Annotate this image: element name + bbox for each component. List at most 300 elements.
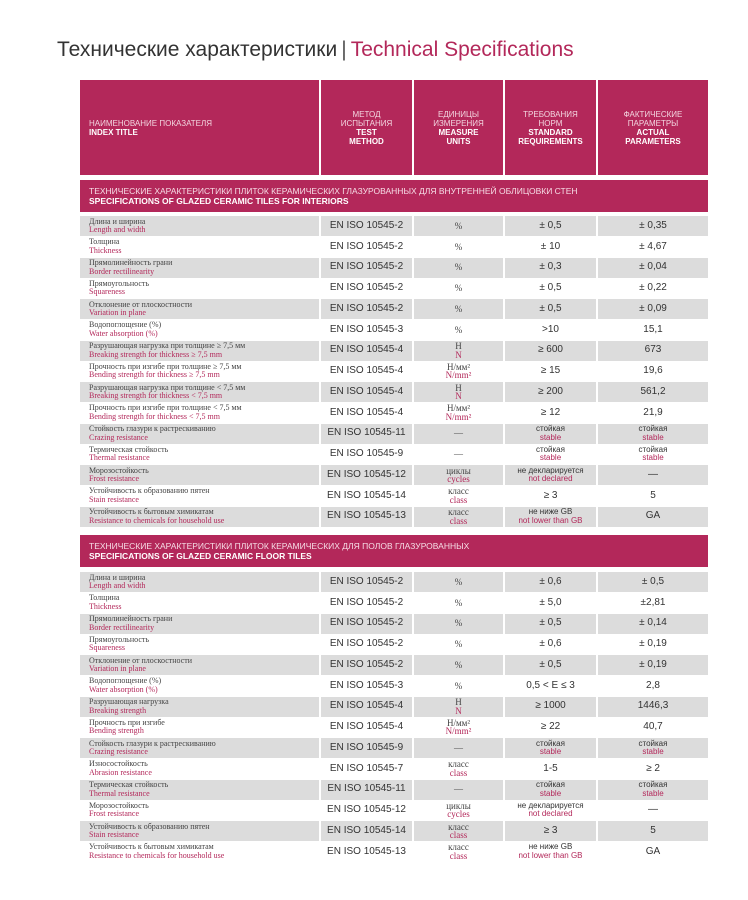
page-title — [57, 38, 574, 62]
actual-cell — [598, 465, 708, 485]
units-en: class — [449, 850, 468, 861]
actual-cell — [598, 614, 708, 634]
test-method-cell — [321, 320, 412, 340]
test-method-value: EN ISO 10545-2 — [329, 658, 404, 670]
requirements-cell — [505, 655, 596, 675]
table-row — [80, 759, 708, 779]
header-method-en1: TEST — [356, 127, 377, 137]
test-method-value: EN ISO 10545-2 — [329, 638, 404, 649]
units-cell — [414, 278, 503, 298]
index-title-en: Bending strength for thickness ≥ 7,5 mm — [89, 370, 220, 380]
test-method-value: EN ISO 10545-13 — [327, 510, 406, 522]
index-title-en: Resistance to chemicals for household use — [89, 850, 225, 860]
requirements-cell — [505, 382, 596, 402]
header-actual-ru2: ПАРАМЕТРЫ — [627, 118, 679, 128]
units-en: cycles — [447, 474, 470, 484]
requirements-cell — [505, 424, 596, 444]
test-method-value: EN ISO 10545-9 — [329, 448, 404, 459]
units-cell — [414, 237, 503, 257]
requirement-value: стойкая — [536, 424, 565, 433]
test-method-cell — [321, 361, 412, 381]
units-cell — [414, 507, 503, 527]
index-title-ru: Отклонение от плоскостности — [89, 655, 193, 665]
test-method-value: EN ISO 10545-14 — [327, 489, 406, 501]
units-ru: — — [454, 449, 463, 459]
actual-cell — [598, 738, 708, 758]
table-row — [80, 697, 708, 717]
index-title-cell — [80, 258, 319, 278]
requirements-cell — [505, 634, 596, 654]
units-ru: % — [454, 576, 463, 587]
index-title-cell — [80, 842, 319, 862]
header-method-ru1: МЕТОД — [352, 109, 381, 119]
units-ru: класс — [448, 507, 469, 517]
index-title-cell — [80, 237, 319, 257]
requirement-value: ± 5,0 — [539, 596, 562, 608]
actual-value-en: stable — [642, 788, 664, 798]
units-ru: класс — [448, 759, 469, 770]
actual-cell — [598, 424, 708, 444]
requirements-cell — [505, 299, 596, 319]
test-method-cell — [321, 614, 412, 634]
test-method-value: EN ISO 10545-11 — [327, 427, 406, 439]
test-method-cell — [321, 486, 412, 506]
units-cell — [414, 759, 503, 779]
header-actual-parameters — [598, 80, 708, 175]
section-title-ru: ТЕХНИЧЕСКИЕ ХАРАКТЕРИСТИКИ ПЛИТОК КЕРАМИЧЕСКИХ ДЛЯ ПОЛОВ ГЛАЗУРОВАННЫХ — [89, 541, 470, 551]
units-cell — [414, 800, 503, 820]
requirement-value: ≥ 22 — [540, 721, 561, 732]
requirements-cell — [505, 320, 596, 340]
requirements-cell — [505, 507, 596, 527]
index-title-cell — [80, 507, 319, 527]
index-title-cell — [80, 299, 319, 319]
index-title-en: Thickness — [89, 601, 122, 611]
table-row — [80, 572, 708, 592]
actual-cell — [598, 842, 708, 862]
table-row — [80, 717, 708, 737]
test-method-value: EN ISO 10545-3 — [329, 679, 404, 691]
actual-value: 19,6 — [643, 365, 663, 376]
test-method-cell — [321, 821, 412, 841]
units-cell — [414, 361, 503, 381]
requirements-cell — [505, 780, 596, 800]
test-method-cell — [321, 800, 412, 820]
index-title-en: Stain resistance — [89, 830, 139, 839]
table-row — [80, 486, 708, 506]
actual-value-en: stable — [642, 432, 664, 442]
table-row — [80, 403, 708, 423]
test-method-value: EN ISO 10545-9 — [329, 741, 404, 753]
requirement-value: ≥ 1000 — [535, 700, 566, 712]
test-method-value: EN ISO 10545-2 — [329, 302, 404, 314]
index-title-en: Frost resistance — [89, 809, 139, 819]
requirements-cell — [505, 486, 596, 506]
index-title-ru: Стойкость глазури к растрескиванию — [89, 738, 216, 748]
units-cell — [414, 258, 503, 278]
index-title-en: Thermal resistance — [89, 453, 150, 463]
index-title-en: Squareness — [89, 643, 125, 653]
test-method-cell — [321, 507, 412, 527]
test-method-cell — [321, 780, 412, 800]
actual-cell — [598, 780, 708, 800]
header-index-title-en: INDEX TITLE — [89, 127, 138, 137]
units-ru: % — [454, 220, 463, 231]
units-cell — [414, 382, 503, 402]
index-title-cell — [80, 634, 319, 654]
units-cell — [414, 676, 503, 696]
table-row — [80, 655, 708, 675]
requirement-value-en: not lower than GB — [518, 850, 583, 860]
header-req-en2: REQUIREMENTS — [518, 136, 583, 146]
index-title-cell — [80, 403, 319, 423]
test-method-value: EN ISO 10545-12 — [327, 468, 406, 480]
units-ru: % — [454, 639, 463, 649]
requirements-cell — [505, 278, 596, 298]
actual-cell — [598, 403, 708, 423]
index-title-en: Crazing resistance — [89, 747, 148, 756]
index-title-en: Bending strength — [89, 726, 144, 736]
header-standard-requirements — [505, 80, 596, 175]
actual-cell — [598, 320, 708, 340]
header-units-ru1: ЕДИНИЦЫ — [437, 109, 480, 119]
requirements-cell — [505, 341, 596, 361]
index-title-ru: Разрушающая нагрузка при толщине ≥ 7,5 мм — [89, 341, 246, 350]
requirements-cell — [505, 444, 596, 464]
actual-value: стойкая — [638, 738, 668, 748]
units-cell — [414, 320, 503, 340]
units-ru: % — [454, 659, 463, 670]
test-method-cell — [321, 717, 412, 737]
requirement-value: стойкая — [536, 738, 565, 748]
requirements-cell — [505, 216, 596, 236]
requirement-value: ± 0,6 — [539, 638, 562, 649]
test-method-value: EN ISO 10545-2 — [329, 596, 404, 608]
index-title-ru: Водопоглощение (%) — [89, 676, 162, 686]
table-row — [80, 361, 708, 381]
index-title-cell — [80, 444, 319, 464]
actual-cell — [598, 634, 708, 654]
requirements-cell — [505, 676, 596, 696]
index-title-ru: Термическая стойкость — [89, 444, 169, 454]
table-row — [80, 237, 708, 257]
title-separator: | — [341, 38, 347, 61]
units-ru: Н/мм² — [446, 403, 471, 414]
test-method-value: EN ISO 10545-4 — [329, 344, 404, 356]
units-ru: % — [454, 324, 463, 335]
test-method-value: EN ISO 10545-2 — [329, 240, 404, 252]
requirement-value: >10 — [542, 323, 559, 335]
index-title-ru: Морозостойкость — [89, 465, 149, 475]
units-ru: % — [454, 597, 463, 608]
requirement-value: не декларируется — [517, 800, 584, 810]
actual-value: ± 0,09 — [639, 302, 667, 314]
table-row — [80, 216, 708, 236]
test-method-value: EN ISO 10545-2 — [329, 261, 404, 273]
index-title-ru: Термическая стойкость — [89, 780, 169, 789]
units-en: N — [455, 349, 462, 360]
units-cell — [414, 424, 503, 444]
index-title-en: Thermal resistance — [89, 788, 150, 798]
test-method-value: EN ISO 10545-2 — [329, 282, 404, 293]
units-en: class — [449, 494, 468, 505]
units-cell — [414, 780, 503, 800]
test-method-value: EN ISO 10545-4 — [329, 365, 404, 376]
requirement-value-en: not declared — [528, 474, 573, 483]
table-row — [80, 507, 708, 527]
test-method-cell — [321, 465, 412, 485]
test-method-value: EN ISO 10545-11 — [327, 783, 406, 795]
actual-cell — [598, 655, 708, 675]
title-ru: Технические характеристики — [57, 38, 338, 61]
units-ru: — — [454, 428, 463, 439]
table-header — [80, 80, 708, 175]
index-title-cell — [80, 382, 319, 402]
actual-value: ± 0,22 — [639, 282, 667, 293]
actual-cell — [598, 361, 708, 381]
actual-cell — [598, 593, 708, 613]
header-measure-units — [414, 80, 503, 175]
requirement-value: ± 0,5 — [539, 219, 562, 231]
test-method-cell — [321, 382, 412, 402]
requirement-value: стойкая — [536, 780, 565, 789]
requirements-cell — [505, 614, 596, 634]
requirements-cell — [505, 759, 596, 779]
test-method-value: EN ISO 10545-12 — [327, 804, 406, 815]
requirement-value: ± 0,5 — [539, 302, 562, 314]
units-en: N — [455, 391, 462, 401]
actual-cell — [598, 572, 708, 592]
actual-value: ± 0,19 — [639, 638, 667, 649]
table-row — [80, 258, 708, 278]
index-title-ru: Прямолинейность грани — [89, 614, 173, 623]
actual-value: — — [648, 468, 658, 480]
test-method-cell — [321, 258, 412, 278]
index-title-ru: Водопоглощение (%) — [89, 320, 162, 330]
requirement-value: ± 0,5 — [539, 658, 562, 670]
actual-cell — [598, 444, 708, 464]
test-method-cell — [321, 593, 412, 613]
actual-value: ± 0,19 — [639, 658, 667, 670]
units-cell — [414, 299, 503, 319]
requirement-value: ≥ 3 — [543, 824, 558, 836]
requirement-value-en: not declared — [528, 809, 573, 819]
requirement-value-en: stable — [539, 432, 562, 442]
header-method-en2: METHOD — [349, 136, 384, 146]
section-header — [80, 535, 708, 567]
table-row — [80, 341, 708, 361]
index-title-en: Length and width — [89, 225, 146, 234]
test-method-cell — [321, 697, 412, 717]
units-cell — [414, 697, 503, 717]
actual-cell — [598, 821, 708, 841]
units-en: N/mm² — [445, 411, 472, 422]
header-test-method — [321, 80, 412, 175]
requirement-value: ≥ 200 — [538, 385, 563, 397]
index-title-en: Border rectilinearity — [89, 622, 155, 632]
actual-cell — [598, 717, 708, 737]
header-actual-ru1: ФАКТИЧЕСКИЕ — [623, 109, 683, 119]
test-method-cell — [321, 216, 412, 236]
test-method-cell — [321, 278, 412, 298]
test-method-cell — [321, 842, 412, 862]
test-method-value: EN ISO 10545-2 — [329, 575, 404, 587]
index-title-cell — [80, 572, 319, 592]
units-ru: — — [454, 784, 463, 795]
units-cell — [414, 572, 503, 592]
requirement-value: не декларируется — [517, 465, 584, 475]
table-row — [80, 634, 708, 654]
index-title-en: Bending strength for thickness < 7,5 mm — [89, 411, 220, 421]
units-ru: % — [454, 262, 463, 273]
header-req-ru2: НОРМ — [538, 118, 563, 128]
index-title-ru: Устойчивость к бытовым химикатам — [89, 507, 214, 516]
requirements-cell — [505, 821, 596, 841]
units-cell — [414, 614, 503, 634]
requirement-value-en: not lower than GB — [518, 515, 583, 525]
actual-cell — [598, 759, 708, 779]
header-actual-en2: PARAMETERS — [625, 136, 681, 146]
actual-cell — [598, 237, 708, 257]
units-ru: Н — [455, 697, 462, 707]
actual-value: 561,2 — [640, 385, 666, 397]
table-row — [80, 676, 708, 696]
table-row — [80, 382, 708, 402]
table-row — [80, 800, 708, 820]
table-row — [80, 821, 708, 841]
index-title-en: Water absorption (%) — [89, 684, 158, 694]
actual-cell — [598, 278, 708, 298]
actual-value-en: stable — [642, 453, 664, 463]
index-title-cell — [80, 341, 319, 361]
actual-value: стойкая — [638, 424, 668, 433]
units-cell — [414, 634, 503, 654]
index-title-cell — [80, 697, 319, 717]
units-en: class — [449, 830, 468, 840]
test-method-value: EN ISO 10545-4 — [329, 406, 404, 418]
index-title-ru: Отклонение от плоскостности — [89, 299, 193, 309]
requirement-value-en: stable — [539, 453, 562, 463]
units-cell — [414, 593, 503, 613]
units-en: N/mm² — [445, 726, 472, 737]
test-method-value: EN ISO 10545-14 — [327, 824, 406, 836]
actual-value: 1446,3 — [637, 700, 669, 712]
actual-cell — [598, 258, 708, 278]
test-method-value: EN ISO 10545-13 — [327, 845, 406, 857]
test-method-value: EN ISO 10545-2 — [329, 617, 404, 629]
requirement-value-en: stable — [539, 747, 562, 756]
requirement-value: ± 10 — [540, 240, 561, 252]
actual-cell — [598, 382, 708, 402]
actual-value: 2,8 — [646, 679, 660, 691]
requirement-value: ≥ 15 — [540, 365, 561, 376]
section-title-ru: ТЕХНИЧЕСКИЕ ХАРАКТЕРИСТИКИ ПЛИТОК КЕРАМИЧЕСКИХ ГЛАЗУРОВАННЫХ ДЛЯ ВНУТРЕННЕЙ ОБЛИЦОВКИ СТЕН — [89, 186, 578, 196]
index-title-en: Crazing resistance — [89, 432, 148, 442]
requirement-value: ≥ 3 — [543, 489, 558, 501]
units-cell — [414, 216, 503, 236]
test-method-cell — [321, 299, 412, 319]
header-actual-en1: ACTUAL — [636, 127, 670, 137]
actual-value-en: stable — [642, 747, 664, 756]
units-cell — [414, 341, 503, 361]
actual-value: GA — [645, 845, 661, 857]
index-title-cell — [80, 614, 319, 634]
index-title-en: Resistance to chemicals for household use — [89, 515, 225, 525]
actual-value: 15,1 — [643, 323, 663, 335]
test-method-cell — [321, 634, 412, 654]
index-title-en: Variation in plane — [89, 308, 146, 317]
index-title-en: Breaking strength for thickness ≥ 7,5 mm — [89, 349, 223, 359]
header-index-title — [80, 80, 319, 175]
actual-value: ± 0,5 — [641, 575, 665, 587]
units-ru: класс — [448, 842, 469, 853]
actual-value: 21,9 — [643, 406, 663, 418]
units-ru: % — [454, 618, 463, 629]
actual-value: ±2,81 — [640, 596, 666, 608]
index-title-cell — [80, 821, 319, 841]
index-title-en: Breaking strength for thickness < 7,5 mm — [89, 391, 223, 400]
actual-value: 5 — [650, 489, 656, 501]
section-title-en: SPECIFICATIONS OF GLAZED CERAMIC TILES FOR INTERIORS — [89, 196, 349, 206]
test-method-value: EN ISO 10545-2 — [329, 219, 404, 231]
index-title-cell — [80, 676, 319, 696]
index-title-en: Abrasion resistance — [89, 767, 152, 777]
requirement-value: 0,5 < E ≤ 3 — [526, 679, 575, 691]
index-title-en: Thickness — [89, 245, 122, 255]
index-title-cell — [80, 278, 319, 298]
units-cell — [414, 444, 503, 464]
test-method-value: EN ISO 10545-4 — [329, 721, 404, 732]
title-en: Technical Specifications — [350, 38, 574, 61]
units-cell — [414, 738, 503, 758]
units-cell — [414, 842, 503, 862]
header-method-ru2: ИСПЫТАНИЯ — [340, 118, 393, 128]
units-ru: циклы — [446, 800, 471, 811]
index-title-ru: Износостойкость — [89, 759, 148, 769]
requirements-cell — [505, 237, 596, 257]
index-title-en: Variation in plane — [89, 664, 146, 673]
units-ru: Н/мм² — [446, 361, 471, 372]
requirements-cell — [505, 697, 596, 717]
test-method-cell — [321, 655, 412, 675]
units-cell — [414, 717, 503, 737]
index-title-ru: Морозостойкость — [89, 800, 149, 810]
header-req-ru1: ТРЕБОВАНИЯ — [523, 109, 578, 119]
requirements-cell — [505, 800, 596, 820]
units-cell — [414, 403, 503, 423]
table-row — [80, 278, 708, 298]
actual-value: ± 0,35 — [639, 219, 667, 231]
header-units-en2: UNITS — [446, 136, 471, 146]
test-method-value: EN ISO 10545-4 — [329, 700, 404, 712]
actual-cell — [598, 341, 708, 361]
requirements-cell — [505, 361, 596, 381]
index-title-ru: Прямоугольность — [89, 278, 150, 288]
test-method-cell — [321, 676, 412, 696]
actual-cell — [598, 697, 708, 717]
units-ru: Н/мм² — [446, 717, 471, 728]
index-title-en: Breaking strength — [89, 705, 147, 715]
units-ru: циклы — [446, 465, 471, 476]
test-method-cell — [321, 403, 412, 423]
actual-cell — [598, 507, 708, 527]
index-title-cell — [80, 361, 319, 381]
section-title-en: SPECIFICATIONS OF GLAZED CERAMIC FLOOR TILES — [89, 551, 312, 561]
index-title-en: Water absorption (%) — [89, 328, 158, 338]
index-title-ru: Прочность при изгибе — [89, 717, 165, 727]
index-title-cell — [80, 800, 319, 820]
units-cell — [414, 486, 503, 506]
